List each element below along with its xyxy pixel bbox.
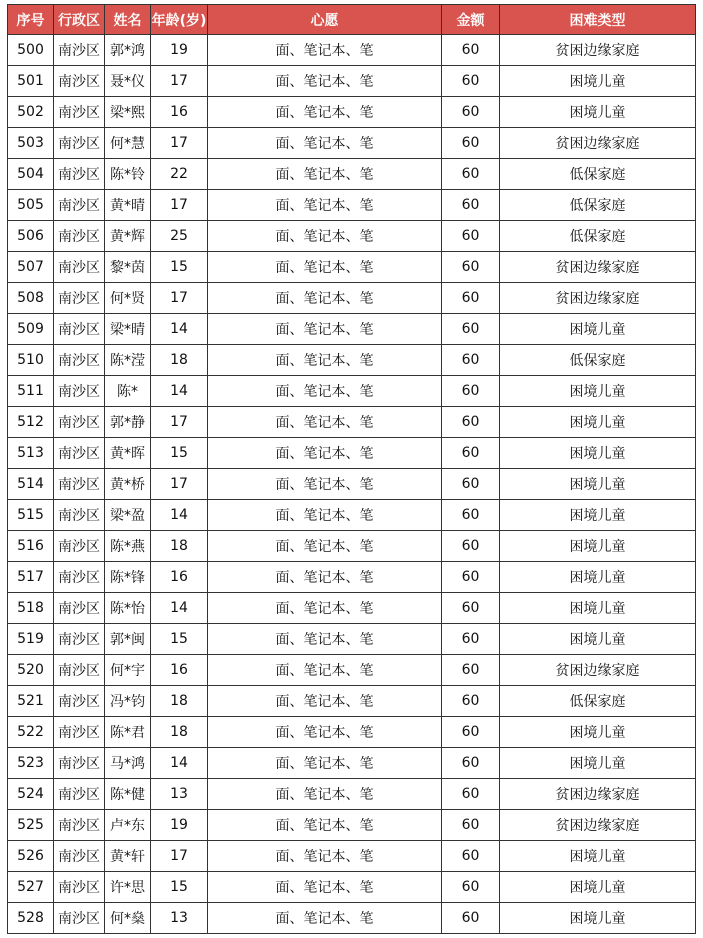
table-row xyxy=(8,531,696,562)
cell-age: 17 xyxy=(151,469,208,500)
cell-hardship-type: 贫困边缘家庭 xyxy=(500,252,696,283)
cell-age: 18 xyxy=(151,717,208,748)
cell-amount: 60 xyxy=(442,779,500,810)
cell-index: 525 xyxy=(8,810,54,841)
cell-index: 523 xyxy=(8,748,54,779)
cell-hardship-type: 困境儿童 xyxy=(500,531,696,562)
cell-hardship-type: 困境儿童 xyxy=(500,469,696,500)
cell-district: 南沙区 xyxy=(54,593,105,624)
cell-wish: 面、笔记本、笔 xyxy=(208,655,442,686)
cell-index: 521 xyxy=(8,686,54,717)
cell-age: 18 xyxy=(151,686,208,717)
cell-name: 陈*燕 xyxy=(105,531,151,562)
cell-index: 518 xyxy=(8,593,54,624)
cell-district: 南沙区 xyxy=(54,562,105,593)
cell-age: 15 xyxy=(151,252,208,283)
table-row xyxy=(8,562,696,593)
cell-hardship-type: 困境儿童 xyxy=(500,717,696,748)
cell-amount: 60 xyxy=(442,190,500,221)
cell-name: 何*燊 xyxy=(105,903,151,934)
table-row xyxy=(8,903,696,934)
cell-hardship-type: 困境儿童 xyxy=(500,841,696,872)
cell-hardship-type: 困境儿童 xyxy=(500,624,696,655)
cell-age: 14 xyxy=(151,376,208,407)
cell-district: 南沙区 xyxy=(54,252,105,283)
cell-index: 505 xyxy=(8,190,54,221)
table-row xyxy=(8,407,696,438)
cell-age: 13 xyxy=(151,903,208,934)
cell-amount: 60 xyxy=(442,66,500,97)
cell-wish: 面、笔记本、笔 xyxy=(208,407,442,438)
cell-district: 南沙区 xyxy=(54,407,105,438)
cell-name: 冯*钧 xyxy=(105,686,151,717)
cell-age: 15 xyxy=(151,872,208,903)
cell-index: 517 xyxy=(8,562,54,593)
cell-amount: 60 xyxy=(442,252,500,283)
cell-hardship-type: 贫困边缘家庭 xyxy=(500,283,696,314)
wish-table xyxy=(7,4,696,934)
cell-amount: 60 xyxy=(442,624,500,655)
cell-index: 511 xyxy=(8,376,54,407)
cell-name: 郭*静 xyxy=(105,407,151,438)
table-row xyxy=(8,655,696,686)
cell-amount: 60 xyxy=(442,686,500,717)
cell-amount: 60 xyxy=(442,717,500,748)
cell-wish: 面、笔记本、笔 xyxy=(208,190,442,221)
cell-age: 14 xyxy=(151,593,208,624)
cell-wish: 面、笔记本、笔 xyxy=(208,66,442,97)
cell-amount: 60 xyxy=(442,376,500,407)
table-row xyxy=(8,221,696,252)
cell-age: 19 xyxy=(151,810,208,841)
cell-name: 梁*晴 xyxy=(105,314,151,345)
cell-hardship-type: 困境儿童 xyxy=(500,872,696,903)
cell-name: 陈*锋 xyxy=(105,562,151,593)
cell-name: 何*宇 xyxy=(105,655,151,686)
cell-wish: 面、笔记本、笔 xyxy=(208,624,442,655)
cell-age: 18 xyxy=(151,531,208,562)
cell-index: 519 xyxy=(8,624,54,655)
cell-name: 陈*健 xyxy=(105,779,151,810)
cell-district: 南沙区 xyxy=(54,283,105,314)
cell-wish: 面、笔记本、笔 xyxy=(208,872,442,903)
cell-hardship-type: 贫困边缘家庭 xyxy=(500,128,696,159)
cell-age: 17 xyxy=(151,841,208,872)
cell-district: 南沙区 xyxy=(54,717,105,748)
cell-wish: 面、笔记本、笔 xyxy=(208,686,442,717)
cell-hardship-type: 困境儿童 xyxy=(500,438,696,469)
cell-wish: 面、笔记本、笔 xyxy=(208,841,442,872)
cell-wish: 面、笔记本、笔 xyxy=(208,810,442,841)
cell-index: 506 xyxy=(8,221,54,252)
cell-wish: 面、笔记本、笔 xyxy=(208,562,442,593)
cell-hardship-type: 困境儿童 xyxy=(500,97,696,128)
cell-wish: 面、笔记本、笔 xyxy=(208,748,442,779)
cell-wish: 面、笔记本、笔 xyxy=(208,283,442,314)
cell-district: 南沙区 xyxy=(54,748,105,779)
cell-index: 524 xyxy=(8,779,54,810)
cell-hardship-type: 低保家庭 xyxy=(500,190,696,221)
table-row xyxy=(8,66,696,97)
table-row xyxy=(8,748,696,779)
cell-amount: 60 xyxy=(442,810,500,841)
cell-index: 527 xyxy=(8,872,54,903)
cell-district: 南沙区 xyxy=(54,97,105,128)
cell-amount: 60 xyxy=(442,531,500,562)
table-row xyxy=(8,159,696,190)
cell-name: 黄*桥 xyxy=(105,469,151,500)
cell-district: 南沙区 xyxy=(54,903,105,934)
cell-wish: 面、笔记本、笔 xyxy=(208,438,442,469)
cell-name: 陈*君 xyxy=(105,717,151,748)
table-row xyxy=(8,717,696,748)
cell-wish: 面、笔记本、笔 xyxy=(208,376,442,407)
cell-age: 16 xyxy=(151,562,208,593)
cell-index: 514 xyxy=(8,469,54,500)
table-row xyxy=(8,128,696,159)
cell-wish: 面、笔记本、笔 xyxy=(208,314,442,345)
cell-name: 陈*滢 xyxy=(105,345,151,376)
cell-name: 何*慧 xyxy=(105,128,151,159)
cell-district: 南沙区 xyxy=(54,779,105,810)
cell-wish: 面、笔记本、笔 xyxy=(208,779,442,810)
cell-district: 南沙区 xyxy=(54,469,105,500)
cell-age: 14 xyxy=(151,748,208,779)
cell-age: 17 xyxy=(151,407,208,438)
cell-wish: 面、笔记本、笔 xyxy=(208,35,442,66)
cell-index: 526 xyxy=(8,841,54,872)
cell-age: 15 xyxy=(151,438,208,469)
table-row xyxy=(8,252,696,283)
cell-wish: 面、笔记本、笔 xyxy=(208,159,442,190)
cell-name: 陈* xyxy=(105,376,151,407)
table-row xyxy=(8,438,696,469)
cell-age: 17 xyxy=(151,283,208,314)
cell-amount: 60 xyxy=(442,407,500,438)
cell-amount: 60 xyxy=(442,438,500,469)
cell-hardship-type: 困境儿童 xyxy=(500,66,696,97)
cell-district: 南沙区 xyxy=(54,655,105,686)
cell-hardship-type: 低保家庭 xyxy=(500,345,696,376)
cell-index: 510 xyxy=(8,345,54,376)
cell-district: 南沙区 xyxy=(54,872,105,903)
cell-district: 南沙区 xyxy=(54,159,105,190)
cell-index: 502 xyxy=(8,97,54,128)
cell-age: 22 xyxy=(151,159,208,190)
cell-age: 17 xyxy=(151,66,208,97)
cell-index: 504 xyxy=(8,159,54,190)
col-header-wish: 心愿 xyxy=(208,5,442,35)
cell-wish: 面、笔记本、笔 xyxy=(208,97,442,128)
cell-district: 南沙区 xyxy=(54,438,105,469)
cell-wish: 面、笔记本、笔 xyxy=(208,500,442,531)
table-row xyxy=(8,779,696,810)
cell-hardship-type: 困境儿童 xyxy=(500,314,696,345)
cell-name: 黄*轩 xyxy=(105,841,151,872)
cell-amount: 60 xyxy=(442,841,500,872)
cell-wish: 面、笔记本、笔 xyxy=(208,252,442,283)
table-row xyxy=(8,686,696,717)
cell-district: 南沙区 xyxy=(54,314,105,345)
cell-hardship-type: 贫困边缘家庭 xyxy=(500,779,696,810)
table-row xyxy=(8,593,696,624)
cell-index: 507 xyxy=(8,252,54,283)
cell-hardship-type: 困境儿童 xyxy=(500,562,696,593)
cell-index: 516 xyxy=(8,531,54,562)
cell-wish: 面、笔记本、笔 xyxy=(208,531,442,562)
cell-hardship-type: 低保家庭 xyxy=(500,686,696,717)
cell-index: 515 xyxy=(8,500,54,531)
cell-district: 南沙区 xyxy=(54,531,105,562)
cell-district: 南沙区 xyxy=(54,376,105,407)
cell-name: 黄*晴 xyxy=(105,190,151,221)
cell-amount: 60 xyxy=(442,221,500,252)
col-header-district: 行政区 xyxy=(54,5,105,35)
cell-hardship-type: 贫困边缘家庭 xyxy=(500,35,696,66)
cell-age: 25 xyxy=(151,221,208,252)
cell-hardship-type: 困境儿童 xyxy=(500,376,696,407)
cell-wish: 面、笔记本、笔 xyxy=(208,345,442,376)
table-row xyxy=(8,624,696,655)
cell-name: 马*鸿 xyxy=(105,748,151,779)
table-header-row xyxy=(8,5,696,35)
wish-table-container xyxy=(7,4,696,934)
cell-hardship-type: 低保家庭 xyxy=(500,221,696,252)
table-row xyxy=(8,35,696,66)
cell-name: 郭*闽 xyxy=(105,624,151,655)
cell-amount: 60 xyxy=(442,562,500,593)
table-body xyxy=(8,35,696,934)
table-row xyxy=(8,810,696,841)
cell-name: 黄*辉 xyxy=(105,221,151,252)
cell-name: 郭*鸿 xyxy=(105,35,151,66)
cell-index: 512 xyxy=(8,407,54,438)
cell-amount: 60 xyxy=(442,469,500,500)
cell-hardship-type: 困境儿童 xyxy=(500,407,696,438)
cell-age: 15 xyxy=(151,624,208,655)
cell-name: 卢*东 xyxy=(105,810,151,841)
cell-amount: 60 xyxy=(442,903,500,934)
table-row xyxy=(8,469,696,500)
cell-age: 16 xyxy=(151,97,208,128)
cell-amount: 60 xyxy=(442,655,500,686)
cell-wish: 面、笔记本、笔 xyxy=(208,903,442,934)
cell-amount: 60 xyxy=(442,314,500,345)
cell-hardship-type: 困境儿童 xyxy=(500,593,696,624)
cell-district: 南沙区 xyxy=(54,500,105,531)
cell-name: 何*贤 xyxy=(105,283,151,314)
cell-age: 16 xyxy=(151,655,208,686)
cell-age: 19 xyxy=(151,35,208,66)
col-header-name: 姓名 xyxy=(105,5,151,35)
cell-amount: 60 xyxy=(442,97,500,128)
cell-amount: 60 xyxy=(442,872,500,903)
cell-wish: 面、笔记本、笔 xyxy=(208,593,442,624)
cell-district: 南沙区 xyxy=(54,686,105,717)
cell-index: 500 xyxy=(8,35,54,66)
table-row xyxy=(8,97,696,128)
cell-wish: 面、笔记本、笔 xyxy=(208,469,442,500)
cell-hardship-type: 低保家庭 xyxy=(500,159,696,190)
cell-district: 南沙区 xyxy=(54,624,105,655)
cell-name: 黄*晖 xyxy=(105,438,151,469)
cell-name: 梁*熙 xyxy=(105,97,151,128)
cell-wish: 面、笔记本、笔 xyxy=(208,128,442,159)
cell-index: 513 xyxy=(8,438,54,469)
cell-hardship-type: 困境儿童 xyxy=(500,903,696,934)
cell-index: 528 xyxy=(8,903,54,934)
cell-hardship-type: 困境儿童 xyxy=(500,500,696,531)
cell-amount: 60 xyxy=(442,345,500,376)
cell-district: 南沙区 xyxy=(54,35,105,66)
table-row xyxy=(8,314,696,345)
cell-name: 许*思 xyxy=(105,872,151,903)
cell-district: 南沙区 xyxy=(54,128,105,159)
table-row xyxy=(8,376,696,407)
cell-district: 南沙区 xyxy=(54,190,105,221)
table-row xyxy=(8,345,696,376)
table-row xyxy=(8,872,696,903)
cell-index: 520 xyxy=(8,655,54,686)
cell-index: 508 xyxy=(8,283,54,314)
col-header-hardship-type: 困难类型 xyxy=(500,5,696,35)
cell-name: 陈*铃 xyxy=(105,159,151,190)
cell-age: 17 xyxy=(151,128,208,159)
cell-name: 陈*怡 xyxy=(105,593,151,624)
cell-age: 14 xyxy=(151,500,208,531)
cell-index: 503 xyxy=(8,128,54,159)
cell-amount: 60 xyxy=(442,283,500,314)
cell-district: 南沙区 xyxy=(54,221,105,252)
cell-hardship-type: 贫困边缘家庭 xyxy=(500,655,696,686)
cell-hardship-type: 贫困边缘家庭 xyxy=(500,810,696,841)
cell-age: 17 xyxy=(151,190,208,221)
col-header-index: 序号 xyxy=(8,5,54,35)
cell-district: 南沙区 xyxy=(54,66,105,97)
table-row xyxy=(8,500,696,531)
cell-district: 南沙区 xyxy=(54,810,105,841)
cell-amount: 60 xyxy=(442,748,500,779)
cell-wish: 面、笔记本、笔 xyxy=(208,221,442,252)
cell-amount: 60 xyxy=(442,35,500,66)
cell-district: 南沙区 xyxy=(54,841,105,872)
cell-amount: 60 xyxy=(442,159,500,190)
cell-district: 南沙区 xyxy=(54,345,105,376)
cell-index: 501 xyxy=(8,66,54,97)
cell-amount: 60 xyxy=(442,500,500,531)
cell-index: 509 xyxy=(8,314,54,345)
table-row xyxy=(8,841,696,872)
cell-amount: 60 xyxy=(442,128,500,159)
cell-age: 13 xyxy=(151,779,208,810)
table-row xyxy=(8,190,696,221)
cell-hardship-type: 困境儿童 xyxy=(500,748,696,779)
cell-name: 梁*盈 xyxy=(105,500,151,531)
col-header-age: 年龄(岁) xyxy=(151,5,208,35)
col-header-amount: 金额 xyxy=(442,5,500,35)
cell-index: 522 xyxy=(8,717,54,748)
cell-name: 黎*茵 xyxy=(105,252,151,283)
table-row xyxy=(8,283,696,314)
cell-age: 18 xyxy=(151,345,208,376)
cell-amount: 60 xyxy=(442,593,500,624)
cell-age: 14 xyxy=(151,314,208,345)
cell-wish: 面、笔记本、笔 xyxy=(208,717,442,748)
cell-name: 聂*仪 xyxy=(105,66,151,97)
